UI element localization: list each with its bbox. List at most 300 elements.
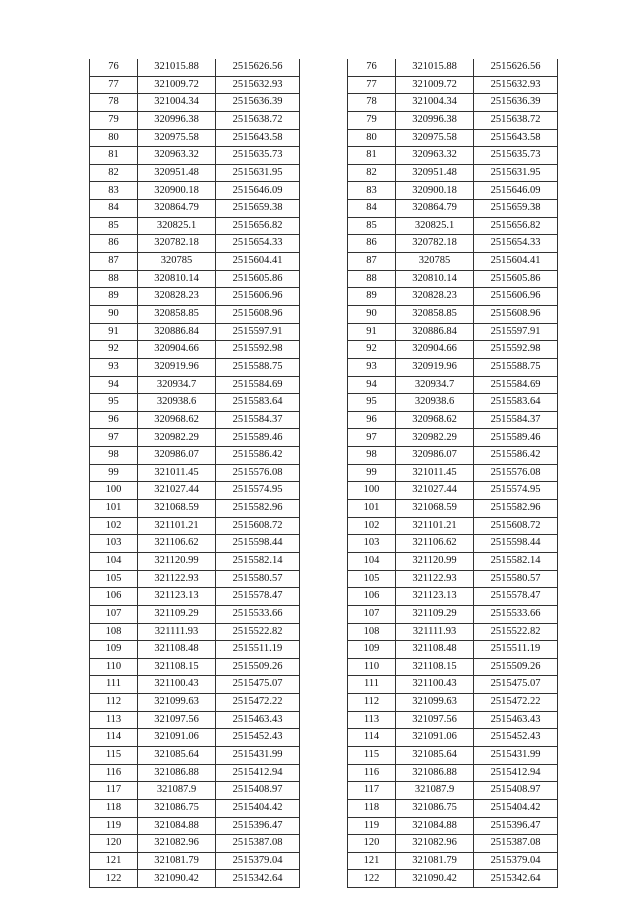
y-coordinate-cell: 2515472.22 [216,694,300,712]
y-coordinate-cell: 2515589.46 [474,429,558,447]
y-coordinate-cell: 2515583.64 [216,394,300,412]
y-coordinate-cell: 2515604.41 [474,253,558,271]
table-row [90,447,300,465]
table-row [348,94,558,112]
x-coordinate-cell: 321108.48 [396,641,474,659]
x-coordinate-cell: 321068.59 [396,500,474,518]
table-row [90,59,300,76]
y-coordinate-cell: 2515533.66 [216,605,300,623]
y-coordinate-cell: 2515472.22 [474,694,558,712]
point-number-cell: 84 [348,200,396,218]
y-coordinate-cell: 2515342.64 [216,870,300,888]
x-coordinate-cell: 320982.29 [396,429,474,447]
y-coordinate-cell: 2515396.47 [216,817,300,835]
x-coordinate-cell: 321106.62 [138,535,216,553]
x-coordinate-cell: 321084.88 [138,817,216,835]
table-row [90,394,300,412]
point-number-cell: 95 [90,394,138,412]
table-row [90,658,300,676]
x-coordinate-cell: 321091.06 [396,729,474,747]
x-coordinate-cell: 320828.23 [138,288,216,306]
x-coordinate-cell: 321123.13 [138,588,216,606]
x-coordinate-cell: 321097.56 [138,711,216,729]
x-coordinate-cell: 321099.63 [396,694,474,712]
point-number-cell: 109 [348,641,396,659]
y-coordinate-cell: 2515586.42 [216,447,300,465]
x-coordinate-cell: 320785 [138,253,216,271]
point-number-cell: 93 [90,358,138,376]
y-coordinate-cell: 2515387.08 [216,835,300,853]
x-coordinate-cell: 321123.13 [396,588,474,606]
y-coordinate-cell: 2515605.86 [474,270,558,288]
y-coordinate-cell: 2515635.73 [216,147,300,165]
y-coordinate-cell: 2515576.08 [474,464,558,482]
y-coordinate-cell: 2515578.47 [216,588,300,606]
point-number-cell: 76 [348,59,396,76]
y-coordinate-cell: 2515586.42 [474,447,558,465]
coordinate-table-right [347,59,558,888]
x-coordinate-cell: 321085.64 [396,746,474,764]
point-number-cell: 111 [90,676,138,694]
x-coordinate-cell: 321101.21 [396,517,474,535]
y-coordinate-cell: 2515584.69 [474,376,558,394]
table-row [348,59,558,76]
y-coordinate-cell: 2515636.39 [216,94,300,112]
y-coordinate-cell: 2515582.96 [216,500,300,518]
y-coordinate-cell: 2515656.82 [474,217,558,235]
x-coordinate-cell: 320782.18 [396,235,474,253]
point-number-cell: 92 [90,341,138,359]
x-coordinate-cell: 320785 [396,253,474,271]
x-coordinate-cell: 320963.32 [138,147,216,165]
point-number-cell: 116 [90,764,138,782]
x-coordinate-cell: 320951.48 [138,164,216,182]
y-coordinate-cell: 2515635.73 [474,147,558,165]
x-coordinate-cell: 321085.64 [138,746,216,764]
table-row [348,235,558,253]
point-number-cell: 99 [348,464,396,482]
point-number-cell: 116 [348,764,396,782]
y-coordinate-cell: 2515606.96 [474,288,558,306]
point-number-cell: 122 [348,870,396,888]
table-row [348,535,558,553]
y-coordinate-cell: 2515522.82 [216,623,300,641]
x-coordinate-cell: 321122.93 [396,570,474,588]
coordinate-table-body [348,59,558,888]
table-row [348,782,558,800]
point-number-cell: 87 [348,253,396,271]
point-number-cell: 85 [348,217,396,235]
y-coordinate-cell: 2515509.26 [474,658,558,676]
point-number-cell: 80 [90,129,138,147]
table-row [90,341,300,359]
x-coordinate-cell: 321015.88 [396,59,474,76]
y-coordinate-cell: 2515463.43 [216,711,300,729]
table-row [90,376,300,394]
table-row [348,623,558,641]
y-coordinate-cell: 2515584.69 [216,376,300,394]
table-row [90,217,300,235]
x-coordinate-cell: 321122.93 [138,570,216,588]
y-coordinate-cell: 2515404.42 [216,799,300,817]
y-coordinate-cell: 2515431.99 [216,746,300,764]
y-coordinate-cell: 2515597.91 [474,323,558,341]
point-number-cell: 94 [348,376,396,394]
x-coordinate-cell: 320900.18 [396,182,474,200]
table-row [90,358,300,376]
y-coordinate-cell: 2515583.64 [474,394,558,412]
table-row [90,764,300,782]
coordinate-table-left [89,59,300,888]
y-coordinate-cell: 2515608.96 [216,305,300,323]
point-number-cell: 110 [90,658,138,676]
x-coordinate-cell: 321108.48 [138,641,216,659]
table-row [348,676,558,694]
x-coordinate-cell: 321090.42 [138,870,216,888]
point-number-cell: 111 [348,676,396,694]
point-number-cell: 101 [348,500,396,518]
table-row [348,129,558,147]
y-coordinate-cell: 2515475.07 [216,676,300,694]
table-row [348,111,558,129]
x-coordinate-cell: 320810.14 [138,270,216,288]
x-coordinate-cell: 320996.38 [138,111,216,129]
point-number-cell: 91 [90,323,138,341]
x-coordinate-cell: 321004.34 [396,94,474,112]
y-coordinate-cell: 2515597.91 [216,323,300,341]
point-number-cell: 122 [90,870,138,888]
table-row [90,464,300,482]
point-number-cell: 100 [90,482,138,500]
point-number-cell: 96 [348,411,396,429]
y-coordinate-cell: 2515582.96 [474,500,558,518]
x-coordinate-cell: 320934.7 [396,376,474,394]
x-coordinate-cell: 320968.62 [396,411,474,429]
y-coordinate-cell: 2515626.56 [474,59,558,76]
table-row [90,517,300,535]
x-coordinate-cell: 321086.75 [396,799,474,817]
x-coordinate-cell: 321015.88 [138,59,216,76]
x-coordinate-cell: 321087.9 [138,782,216,800]
point-number-cell: 87 [90,253,138,271]
point-number-cell: 119 [348,817,396,835]
x-coordinate-cell: 320968.62 [138,411,216,429]
table-row [348,411,558,429]
x-coordinate-cell: 320864.79 [396,200,474,218]
table-row [348,605,558,623]
table-row [90,711,300,729]
y-coordinate-cell: 2515632.93 [474,76,558,94]
table-row [348,570,558,588]
x-coordinate-cell: 321120.99 [396,552,474,570]
y-coordinate-cell: 2515452.43 [474,729,558,747]
x-coordinate-cell: 321099.63 [138,694,216,712]
x-coordinate-cell: 320900.18 [138,182,216,200]
point-number-cell: 107 [348,605,396,623]
y-coordinate-cell: 2515584.37 [216,411,300,429]
point-number-cell: 118 [348,799,396,817]
point-number-cell: 81 [90,147,138,165]
table-row [348,746,558,764]
y-coordinate-cell: 2515522.82 [474,623,558,641]
table-row [348,764,558,782]
point-number-cell: 86 [348,235,396,253]
point-number-cell: 77 [90,76,138,94]
x-coordinate-cell: 321100.43 [396,676,474,694]
y-coordinate-cell: 2515659.38 [216,200,300,218]
y-coordinate-cell: 2515608.72 [216,517,300,535]
y-coordinate-cell: 2515606.96 [216,288,300,306]
y-coordinate-cell: 2515604.41 [216,253,300,271]
y-coordinate-cell: 2515626.56 [216,59,300,76]
point-number-cell: 79 [348,111,396,129]
table-row [90,111,300,129]
x-coordinate-cell: 321009.72 [138,76,216,94]
x-coordinate-cell: 321082.96 [396,835,474,853]
y-coordinate-cell: 2515387.08 [474,835,558,853]
point-number-cell: 77 [348,76,396,94]
table-row [90,746,300,764]
point-number-cell: 115 [90,746,138,764]
x-coordinate-cell: 321108.15 [138,658,216,676]
point-number-cell: 80 [348,129,396,147]
x-coordinate-cell: 321111.93 [138,623,216,641]
y-coordinate-cell: 2515580.57 [474,570,558,588]
y-coordinate-cell: 2515509.26 [216,658,300,676]
point-number-cell: 117 [348,782,396,800]
y-coordinate-cell: 2515632.93 [216,76,300,94]
point-number-cell: 82 [348,164,396,182]
table-row [348,500,558,518]
table-row [348,517,558,535]
y-coordinate-cell: 2515408.97 [216,782,300,800]
y-coordinate-cell: 2515608.72 [474,517,558,535]
point-number-cell: 94 [90,376,138,394]
x-coordinate-cell: 320938.6 [396,394,474,412]
y-coordinate-cell: 2515574.95 [474,482,558,500]
y-coordinate-cell: 2515598.44 [216,535,300,553]
y-coordinate-cell: 2515580.57 [216,570,300,588]
point-number-cell: 106 [90,588,138,606]
table-row [90,270,300,288]
point-number-cell: 108 [348,623,396,641]
point-number-cell: 107 [90,605,138,623]
x-coordinate-cell: 321086.88 [138,764,216,782]
table-row [348,182,558,200]
table-row [348,217,558,235]
y-coordinate-cell: 2515638.72 [216,111,300,129]
table-row [90,852,300,870]
x-coordinate-cell: 320904.66 [138,341,216,359]
point-number-cell: 102 [348,517,396,535]
table-row [90,288,300,306]
point-number-cell: 78 [90,94,138,112]
table-row [348,447,558,465]
table-row [90,799,300,817]
table-row [90,200,300,218]
y-coordinate-cell: 2515584.37 [474,411,558,429]
x-coordinate-cell: 320886.84 [396,323,474,341]
point-number-cell: 103 [348,535,396,553]
x-coordinate-cell: 320825.1 [138,217,216,235]
y-coordinate-cell: 2515412.94 [216,764,300,782]
table-row [348,729,558,747]
point-number-cell: 108 [90,623,138,641]
table-row [90,235,300,253]
table-row [90,570,300,588]
point-number-cell: 105 [348,570,396,588]
y-coordinate-cell: 2515578.47 [474,588,558,606]
table-row [90,182,300,200]
point-number-cell: 86 [90,235,138,253]
table-row [348,288,558,306]
point-number-cell: 91 [348,323,396,341]
y-coordinate-cell: 2515608.96 [474,305,558,323]
x-coordinate-cell: 320919.96 [138,358,216,376]
table-row [90,253,300,271]
table-row [348,200,558,218]
x-coordinate-cell: 320858.85 [138,305,216,323]
y-coordinate-cell: 2515592.98 [474,341,558,359]
y-coordinate-cell: 2515574.95 [216,482,300,500]
y-coordinate-cell: 2515636.39 [474,94,558,112]
table-row [90,782,300,800]
point-number-cell: 89 [90,288,138,306]
y-coordinate-cell: 2515511.19 [474,641,558,659]
table-row [348,799,558,817]
point-number-cell: 114 [348,729,396,747]
table-row [348,694,558,712]
x-coordinate-cell: 320782.18 [138,235,216,253]
y-coordinate-cell: 2515654.33 [216,235,300,253]
x-coordinate-cell: 320951.48 [396,164,474,182]
point-number-cell: 105 [90,570,138,588]
table-row [90,641,300,659]
table-row [90,535,300,553]
table-row [348,253,558,271]
x-coordinate-cell: 320996.38 [396,111,474,129]
table-row [348,341,558,359]
x-coordinate-cell: 320975.58 [138,129,216,147]
point-number-cell: 100 [348,482,396,500]
table-row [348,870,558,888]
x-coordinate-cell: 320828.23 [396,288,474,306]
table-row [90,676,300,694]
y-coordinate-cell: 2515646.09 [474,182,558,200]
point-number-cell: 78 [348,94,396,112]
x-coordinate-cell: 320810.14 [396,270,474,288]
table-row [90,147,300,165]
point-number-cell: 92 [348,341,396,359]
point-number-cell: 121 [90,852,138,870]
table-row [348,394,558,412]
table-row [90,817,300,835]
y-coordinate-cell: 2515638.72 [474,111,558,129]
table-row [90,500,300,518]
x-coordinate-cell: 321004.34 [138,94,216,112]
y-coordinate-cell: 2515452.43 [216,729,300,747]
table-row [90,552,300,570]
table-row [348,323,558,341]
table-row [348,164,558,182]
x-coordinate-cell: 321011.45 [396,464,474,482]
point-number-cell: 85 [90,217,138,235]
table-row [90,411,300,429]
y-coordinate-cell: 2515588.75 [474,358,558,376]
y-coordinate-cell: 2515511.19 [216,641,300,659]
table-row [90,729,300,747]
x-coordinate-cell: 321087.9 [396,782,474,800]
table-row [90,835,300,853]
point-number-cell: 90 [348,305,396,323]
table-row [90,94,300,112]
x-coordinate-cell: 321068.59 [138,500,216,518]
y-coordinate-cell: 2515598.44 [474,535,558,553]
y-coordinate-cell: 2515654.33 [474,235,558,253]
y-coordinate-cell: 2515475.07 [474,676,558,694]
x-coordinate-cell: 321100.43 [138,676,216,694]
point-number-cell: 102 [90,517,138,535]
table-row [90,482,300,500]
y-coordinate-cell: 2515631.95 [216,164,300,182]
point-number-cell: 79 [90,111,138,129]
table-row [348,482,558,500]
y-coordinate-cell: 2515379.04 [474,852,558,870]
y-coordinate-cell: 2515582.14 [474,552,558,570]
table-row [348,711,558,729]
point-number-cell: 83 [348,182,396,200]
x-coordinate-cell: 320934.7 [138,376,216,394]
point-number-cell: 103 [90,535,138,553]
x-coordinate-cell: 320864.79 [138,200,216,218]
point-number-cell: 113 [348,711,396,729]
y-coordinate-cell: 2515592.98 [216,341,300,359]
x-coordinate-cell: 320886.84 [138,323,216,341]
point-number-cell: 101 [90,500,138,518]
point-number-cell: 113 [90,711,138,729]
x-coordinate-cell: 321108.15 [396,658,474,676]
point-number-cell: 121 [348,852,396,870]
point-number-cell: 97 [90,429,138,447]
table-row [90,305,300,323]
y-coordinate-cell: 2515656.82 [216,217,300,235]
table-row [348,835,558,853]
table-row [348,588,558,606]
point-number-cell: 117 [90,782,138,800]
x-coordinate-cell: 321081.79 [138,852,216,870]
x-coordinate-cell: 321101.21 [138,517,216,535]
point-number-cell: 99 [90,464,138,482]
table-row [348,376,558,394]
table-row [348,817,558,835]
table-row [348,552,558,570]
x-coordinate-cell: 320858.85 [396,305,474,323]
x-coordinate-cell: 320975.58 [396,129,474,147]
table-row [90,323,300,341]
x-coordinate-cell: 321086.88 [396,764,474,782]
y-coordinate-cell: 2515605.86 [216,270,300,288]
x-coordinate-cell: 321027.44 [396,482,474,500]
x-coordinate-cell: 321111.93 [396,623,474,641]
x-coordinate-cell: 320825.1 [396,217,474,235]
y-coordinate-cell: 2515463.43 [474,711,558,729]
x-coordinate-cell: 321081.79 [396,852,474,870]
y-coordinate-cell: 2515404.42 [474,799,558,817]
table-row [348,658,558,676]
x-coordinate-cell: 321011.45 [138,464,216,482]
y-coordinate-cell: 2515588.75 [216,358,300,376]
y-coordinate-cell: 2515431.99 [474,746,558,764]
